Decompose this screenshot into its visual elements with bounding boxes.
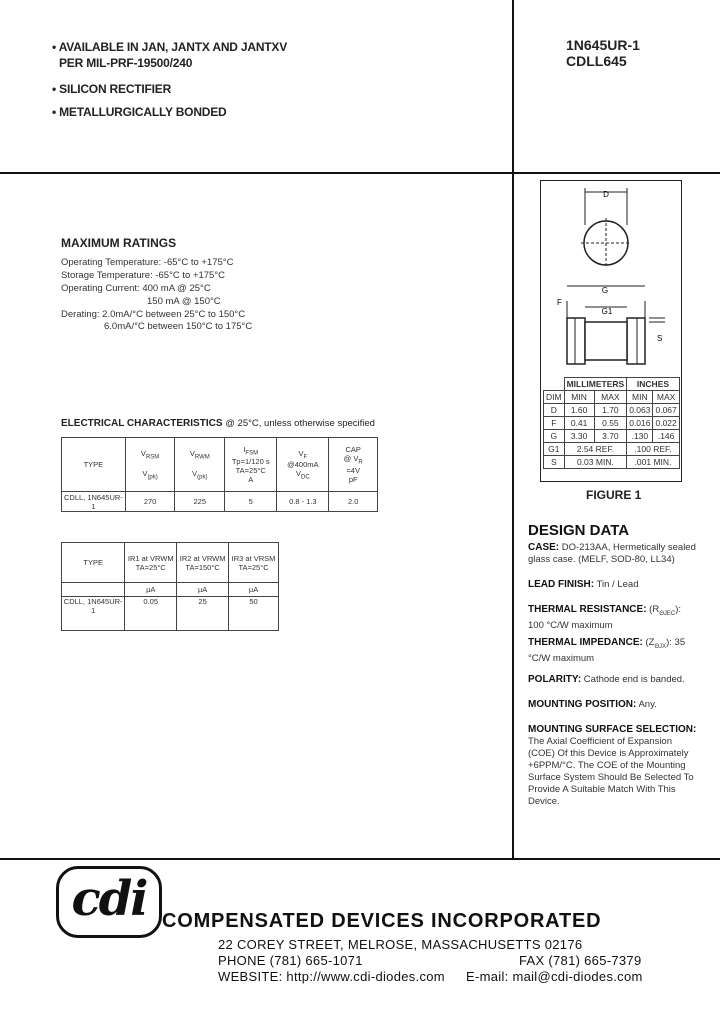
thermal-impedance-section: THERMAL IMPEDANCE: $(Z_{\Theta JX})$: 35 °C/W maximum xyxy=(528,637,686,664)
bullet-1: • AVAILABLE IN JAN, JANTX AND JANTXV xyxy=(52,40,288,54)
max-ratings-line: 150 mA @ 150°C xyxy=(147,296,221,307)
max-ratings-line: Operating Current: 400 mA @ 25°C xyxy=(61,283,211,294)
table-row: G1 2.54 REF. .100 REF. xyxy=(544,443,680,456)
company-name: COMPENSATED DEVICES INCORPORATED xyxy=(162,910,602,932)
fax: FAX (781) 665-7379 xyxy=(519,953,642,968)
table-row: F 0.41 0.55 0.016 0.022 xyxy=(544,417,680,430)
col-vf: $V_F$ @400mA $V_{DC}$ xyxy=(277,438,329,492)
col-type: TYPE xyxy=(62,438,126,492)
header-divider xyxy=(0,172,720,174)
dim-label-d: D xyxy=(603,190,609,199)
package-outline-drawing xyxy=(545,183,675,381)
lead-finish-section: LEAD FINISH: Tin / Lead xyxy=(528,579,639,590)
max-ratings-line: Derating: 2.0mA/°C between 25°C to 150°C xyxy=(61,309,246,320)
phone: PHONE (781) 665-1071 xyxy=(218,953,363,968)
max-ratings-line: Operating Temperature: -65°C to +175°C xyxy=(61,257,234,268)
table-row: D 1.60 1.70 0.063 0.067 xyxy=(544,404,680,417)
bullet-3: • METALLURGICALLY BONDED xyxy=(52,105,227,119)
dim-label-f: F xyxy=(557,298,562,307)
table-row: G 3.30 3.70 .130 .146 xyxy=(544,430,680,443)
col-cap: CAP @ $V_R$ =4V pF xyxy=(329,438,378,492)
leakage-table: TYPE IR1 at VRWM TA=25°C IR2 at VRWM TA=150°C IR3 at VRSM TA=25°C µA µA µA CDLL, 1N645UR-1 0.05 25 50 xyxy=(61,542,279,631)
dimensions-table: MILLIMETERS INCHES DIM MIN MAX MIN MAX D 1.60 1.70 0.063 0.067 F 0.41 0.55 0.016 0.022 G 3.30 3.70 .130 .146 G1 2.54 REF. .100 REF. S 0.03 MIN. .001 MIN. xyxy=(543,377,680,469)
max-ratings-line: 6.0mA/°C between 150°C to 175°C xyxy=(104,321,253,332)
dim-label-g1: G1 xyxy=(601,307,613,316)
table-row: CDLL, 1N645UR-1 270 225 5 0.8 - 1.3 2.0 xyxy=(62,492,378,512)
cdi-logo: cdi xyxy=(56,866,162,938)
col-vrsm: $V_{RSM}$ $V_{(pk)}$ xyxy=(125,438,175,492)
figure-label: FIGURE 1 xyxy=(586,488,642,502)
address: 22 COREY STREET, MELROSE, MASSACHUSETTS 02176 xyxy=(218,937,583,952)
website-link[interactable]: WEBSITE: http://www.cdi-diodes.com xyxy=(218,969,445,984)
dim-label-g: G xyxy=(601,286,609,295)
bullet-1-continuation: PER MIL-PRF-19500/240 xyxy=(59,56,193,70)
thermal-resistance-section: THERMAL RESISTANCE: $(R_{\Theta JEC})$: 100 °C/W maximum xyxy=(528,604,682,631)
footer-divider xyxy=(0,858,720,860)
elec-title: ELECTRICAL CHARACTERISTICS @ 25°C, unless otherwise specified xyxy=(61,418,375,429)
col-ifsm: $I_{FSM}$ Tp=1/120 s TA=25°C A xyxy=(225,438,277,492)
electrical-table xyxy=(61,437,378,512)
max-ratings-title: MAXIMUM RATINGS xyxy=(61,236,177,250)
design-data-title: DESIGN DATA xyxy=(528,522,630,539)
vertical-divider xyxy=(512,0,514,860)
polarity-section: POLARITY: Cathode end is banded. xyxy=(528,674,685,685)
email-link[interactable]: E-mail: mail@cdi-diodes.com xyxy=(466,969,643,984)
dim-label-s: S xyxy=(657,334,663,343)
case-section: CASE: DO-213AA, Hermetically sealed glass case. (MELF, SOD-80, LL34) xyxy=(528,542,696,565)
mounting-surface-section: MOUNTING SURFACE SELECTION: The Axial Coefficient of Expansion (COE) Of this Device is Approximately +6PPM/°C. The COE of the Mounting Surface System Should Be Selected To Provide A Suitable Match With This Device. xyxy=(528,724,697,807)
part-number-1: 1N645UR-1 xyxy=(566,37,640,53)
table-row: S 0.03 MIN. .001 MIN. xyxy=(544,456,680,469)
bullet-2: • SILICON RECTIFIER xyxy=(52,82,172,96)
max-ratings-line: Storage Temperature: -65°C to +175°C xyxy=(61,270,226,281)
mounting-position-section: MOUNTING POSITION: Any. xyxy=(528,699,657,710)
part-number-2: CDLL645 xyxy=(566,53,627,69)
table-row: CDLL, 1N645UR-1 0.05 25 50 xyxy=(62,597,279,631)
col-vrwm: $V_{RWM}$ $V_{(pk)}$ xyxy=(175,438,225,492)
